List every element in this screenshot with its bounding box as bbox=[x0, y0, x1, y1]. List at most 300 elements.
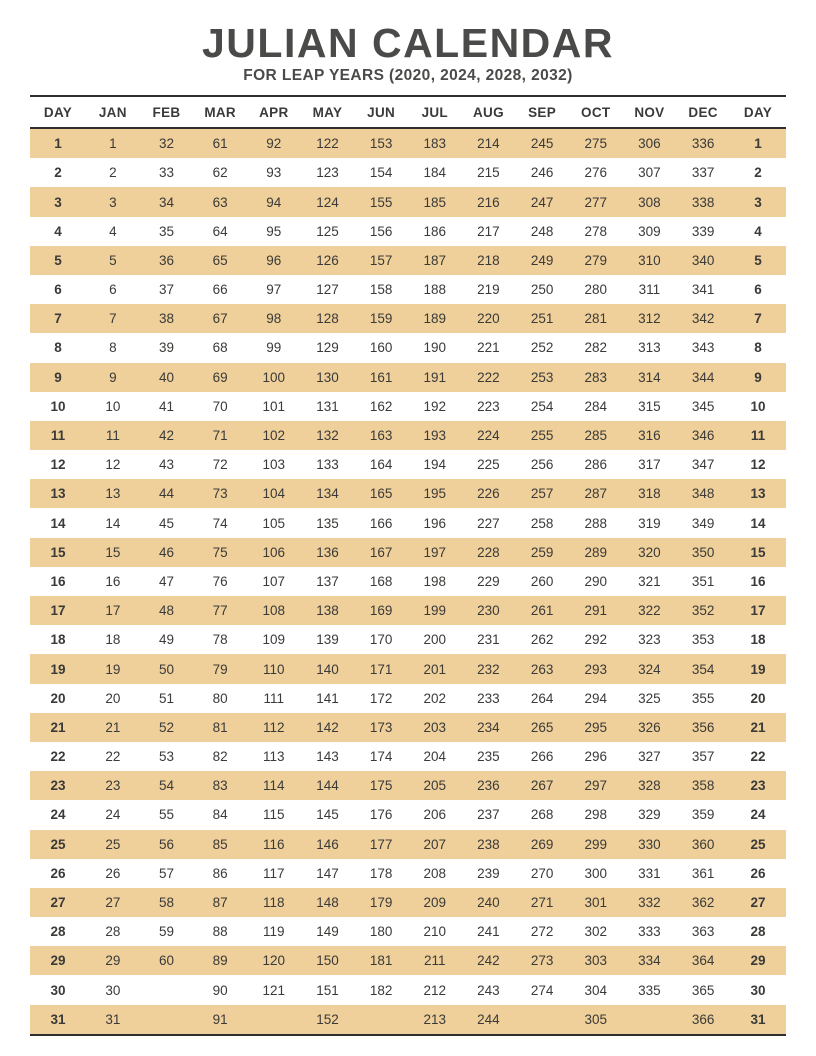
julian-day-cell: 168 bbox=[354, 567, 408, 596]
julian-day-cell: 351 bbox=[676, 567, 730, 596]
table-row bbox=[30, 975, 786, 1004]
julian-day-cell: 294 bbox=[569, 684, 623, 713]
julian-day-cell: 208 bbox=[408, 859, 462, 888]
julian-day-cell: 212 bbox=[408, 975, 462, 1004]
julian-day-cell: 62 bbox=[193, 158, 247, 187]
julian-day-cell: 271 bbox=[515, 888, 569, 917]
julian-day-cell: 100 bbox=[247, 363, 301, 392]
julian-day-cell: 181 bbox=[354, 946, 408, 975]
julian-day-cell: 80 bbox=[193, 684, 247, 713]
julian-day-cell: 93 bbox=[247, 158, 301, 187]
julian-day-cell: 111 bbox=[247, 684, 301, 713]
julian-day-cell: 70 bbox=[193, 392, 247, 421]
julian-day-cell: 171 bbox=[354, 654, 408, 683]
julian-day-cell: 81 bbox=[193, 713, 247, 742]
julian-day-cell: 132 bbox=[301, 421, 355, 450]
julian-day-cell: 72 bbox=[193, 450, 247, 479]
julian-day-cell: 9 bbox=[86, 363, 140, 392]
julian-day-cell: 199 bbox=[408, 596, 462, 625]
day-number-cell: 24 bbox=[730, 800, 786, 829]
day-number-cell: 26 bbox=[30, 859, 86, 888]
julian-day-cell: 244 bbox=[462, 1005, 516, 1034]
julian-day-cell: 187 bbox=[408, 246, 462, 275]
julian-day-cell: 75 bbox=[193, 538, 247, 567]
julian-day-cell: 119 bbox=[247, 917, 301, 946]
day-number-cell: 27 bbox=[30, 888, 86, 917]
julian-day-cell: 261 bbox=[515, 596, 569, 625]
day-number-cell: 18 bbox=[30, 625, 86, 654]
julian-day-cell: 214 bbox=[462, 128, 516, 158]
julian-day-cell: 202 bbox=[408, 684, 462, 713]
julian-day-cell: 125 bbox=[301, 217, 355, 246]
julian-day-cell: 274 bbox=[515, 975, 569, 1004]
day-number-cell: 19 bbox=[30, 654, 86, 683]
julian-day-cell: 363 bbox=[676, 917, 730, 946]
julian-day-cell: 246 bbox=[515, 158, 569, 187]
julian-day-cell: 134 bbox=[301, 479, 355, 508]
julian-day-cell: 238 bbox=[462, 830, 516, 859]
day-number-cell: 10 bbox=[730, 392, 786, 421]
julian-day-cell: 163 bbox=[354, 421, 408, 450]
table-row bbox=[30, 508, 786, 537]
julian-day-cell: 251 bbox=[515, 304, 569, 333]
julian-day-cell: 122 bbox=[301, 128, 355, 158]
julian-day-cell: 297 bbox=[569, 771, 623, 800]
table-header-row bbox=[30, 96, 786, 128]
julian-day-cell: 63 bbox=[193, 187, 247, 216]
julian-day-cell: 180 bbox=[354, 917, 408, 946]
column-header-apr: APR bbox=[247, 96, 301, 128]
day-number-cell: 18 bbox=[730, 625, 786, 654]
day-number-cell: 21 bbox=[30, 713, 86, 742]
julian-day-cell: 84 bbox=[193, 800, 247, 829]
julian-day-cell: 194 bbox=[408, 450, 462, 479]
julian-day-cell: 27 bbox=[86, 888, 140, 917]
julian-day-cell: 339 bbox=[676, 217, 730, 246]
julian-day-cell: 17 bbox=[86, 596, 140, 625]
julian-day-cell: 61 bbox=[193, 128, 247, 158]
julian-day-cell: 25 bbox=[86, 830, 140, 859]
column-header-aug: AUG bbox=[462, 96, 516, 128]
julian-day-cell: 304 bbox=[569, 975, 623, 1004]
julian-day-cell: 182 bbox=[354, 975, 408, 1004]
julian-day-cell: 57 bbox=[140, 859, 194, 888]
julian-day-cell: 155 bbox=[354, 187, 408, 216]
table-row bbox=[30, 859, 786, 888]
day-number-cell: 29 bbox=[30, 946, 86, 975]
julian-day-cell: 135 bbox=[301, 508, 355, 537]
julian-day-cell: 115 bbox=[247, 800, 301, 829]
julian-day-cell: 306 bbox=[623, 128, 677, 158]
table-row bbox=[30, 684, 786, 713]
table-row bbox=[30, 946, 786, 975]
julian-day-cell: 288 bbox=[569, 508, 623, 537]
julian-day-cell bbox=[140, 1005, 194, 1034]
julian-day-cell: 174 bbox=[354, 742, 408, 771]
julian-day-cell: 157 bbox=[354, 246, 408, 275]
julian-day-cell: 357 bbox=[676, 742, 730, 771]
day-number-cell: 8 bbox=[730, 333, 786, 362]
julian-day-cell: 129 bbox=[301, 333, 355, 362]
julian-day-cell: 221 bbox=[462, 333, 516, 362]
day-number-cell: 6 bbox=[30, 275, 86, 304]
julian-day-cell: 114 bbox=[247, 771, 301, 800]
julian-day-cell: 330 bbox=[623, 830, 677, 859]
julian-day-cell: 92 bbox=[247, 128, 301, 158]
julian-day-cell: 142 bbox=[301, 713, 355, 742]
julian-day-table bbox=[30, 95, 786, 1034]
julian-day-cell: 153 bbox=[354, 128, 408, 158]
table-row bbox=[30, 888, 786, 917]
julian-day-cell: 249 bbox=[515, 246, 569, 275]
julian-day-cell: 350 bbox=[676, 538, 730, 567]
julian-day-cell: 303 bbox=[569, 946, 623, 975]
julian-day-cell: 231 bbox=[462, 625, 516, 654]
day-number-cell: 7 bbox=[730, 304, 786, 333]
julian-day-cell: 154 bbox=[354, 158, 408, 187]
julian-day-cell: 278 bbox=[569, 217, 623, 246]
julian-day-cell: 38 bbox=[140, 304, 194, 333]
julian-day-cell: 50 bbox=[140, 654, 194, 683]
julian-day-cell: 201 bbox=[408, 654, 462, 683]
table-row bbox=[30, 742, 786, 771]
julian-day-cell: 45 bbox=[140, 508, 194, 537]
julian-day-cell: 230 bbox=[462, 596, 516, 625]
julian-day-cell: 77 bbox=[193, 596, 247, 625]
julian-day-cell: 97 bbox=[247, 275, 301, 304]
julian-day-cell: 16 bbox=[86, 567, 140, 596]
julian-day-cell: 83 bbox=[193, 771, 247, 800]
julian-day-cell: 133 bbox=[301, 450, 355, 479]
day-number-cell: 22 bbox=[30, 742, 86, 771]
julian-day-cell: 290 bbox=[569, 567, 623, 596]
julian-day-cell: 353 bbox=[676, 625, 730, 654]
table-row bbox=[30, 128, 786, 158]
julian-day-cell: 169 bbox=[354, 596, 408, 625]
day-number-cell: 4 bbox=[730, 217, 786, 246]
julian-day-cell: 90 bbox=[193, 975, 247, 1004]
day-number-cell: 8 bbox=[30, 333, 86, 362]
julian-day-cell: 280 bbox=[569, 275, 623, 304]
julian-day-cell: 309 bbox=[623, 217, 677, 246]
column-header-oct: OCT bbox=[569, 96, 623, 128]
julian-day-cell: 200 bbox=[408, 625, 462, 654]
julian-day-cell: 205 bbox=[408, 771, 462, 800]
julian-day-cell: 322 bbox=[623, 596, 677, 625]
julian-day-cell: 144 bbox=[301, 771, 355, 800]
julian-day-cell: 265 bbox=[515, 713, 569, 742]
julian-day-cell: 318 bbox=[623, 479, 677, 508]
julian-day-cell: 140 bbox=[301, 654, 355, 683]
julian-day-cell: 51 bbox=[140, 684, 194, 713]
julian-day-cell: 26 bbox=[86, 859, 140, 888]
julian-day-cell: 158 bbox=[354, 275, 408, 304]
table-row bbox=[30, 275, 786, 304]
julian-day-cell: 23 bbox=[86, 771, 140, 800]
table-row bbox=[30, 771, 786, 800]
julian-day-cell: 24 bbox=[86, 800, 140, 829]
julian-day-cell: 302 bbox=[569, 917, 623, 946]
julian-day-cell: 103 bbox=[247, 450, 301, 479]
julian-day-cell: 85 bbox=[193, 830, 247, 859]
julian-day-cell: 343 bbox=[676, 333, 730, 362]
julian-day-cell: 344 bbox=[676, 363, 730, 392]
julian-day-cell: 71 bbox=[193, 421, 247, 450]
julian-day-cell: 160 bbox=[354, 333, 408, 362]
day-number-cell: 7 bbox=[30, 304, 86, 333]
julian-day-cell: 166 bbox=[354, 508, 408, 537]
julian-day-cell: 222 bbox=[462, 363, 516, 392]
julian-day-cell: 333 bbox=[623, 917, 677, 946]
day-number-cell: 2 bbox=[30, 158, 86, 187]
julian-day-cell: 91 bbox=[193, 1005, 247, 1034]
julian-day-cell: 186 bbox=[408, 217, 462, 246]
day-number-cell: 31 bbox=[30, 1005, 86, 1034]
julian-day-cell: 131 bbox=[301, 392, 355, 421]
julian-day-cell: 258 bbox=[515, 508, 569, 537]
day-number-cell: 3 bbox=[30, 187, 86, 216]
julian-day-cell: 185 bbox=[408, 187, 462, 216]
julian-day-cell: 273 bbox=[515, 946, 569, 975]
julian-day-cell: 137 bbox=[301, 567, 355, 596]
julian-day-cell: 113 bbox=[247, 742, 301, 771]
day-number-cell: 14 bbox=[730, 508, 786, 537]
julian-day-cell: 149 bbox=[301, 917, 355, 946]
day-number-cell: 9 bbox=[30, 363, 86, 392]
julian-day-cell: 298 bbox=[569, 800, 623, 829]
julian-day-cell: 148 bbox=[301, 888, 355, 917]
julian-day-cell: 245 bbox=[515, 128, 569, 158]
julian-day-cell: 82 bbox=[193, 742, 247, 771]
julian-day-cell: 67 bbox=[193, 304, 247, 333]
day-number-cell: 30 bbox=[730, 975, 786, 1004]
julian-day-cell: 106 bbox=[247, 538, 301, 567]
julian-day-cell: 190 bbox=[408, 333, 462, 362]
page-subtitle: FOR LEAP YEARS (2020, 2024, 2028, 2032) bbox=[243, 67, 573, 85]
julian-day-cell: 11 bbox=[86, 421, 140, 450]
julian-day-cell: 286 bbox=[569, 450, 623, 479]
julian-day-cell: 203 bbox=[408, 713, 462, 742]
julian-day-cell: 209 bbox=[408, 888, 462, 917]
julian-day-cell: 173 bbox=[354, 713, 408, 742]
julian-day-cell: 60 bbox=[140, 946, 194, 975]
day-number-cell: 13 bbox=[30, 479, 86, 508]
julian-day-cell: 117 bbox=[247, 859, 301, 888]
julian-day-cell: 73 bbox=[193, 479, 247, 508]
julian-day-cell: 189 bbox=[408, 304, 462, 333]
julian-day-cell: 227 bbox=[462, 508, 516, 537]
julian-day-cell: 287 bbox=[569, 479, 623, 508]
table-bottom-rule bbox=[30, 1034, 786, 1036]
julian-day-cell: 94 bbox=[247, 187, 301, 216]
julian-day-cell: 255 bbox=[515, 421, 569, 450]
julian-day-cell: 347 bbox=[676, 450, 730, 479]
julian-day-cell: 121 bbox=[247, 975, 301, 1004]
julian-day-cell: 338 bbox=[676, 187, 730, 216]
julian-day-cell: 218 bbox=[462, 246, 516, 275]
julian-day-cell: 323 bbox=[623, 625, 677, 654]
julian-day-cell: 12 bbox=[86, 450, 140, 479]
julian-day-cell: 329 bbox=[623, 800, 677, 829]
julian-day-cell: 250 bbox=[515, 275, 569, 304]
julian-day-cell: 217 bbox=[462, 217, 516, 246]
julian-day-cell: 272 bbox=[515, 917, 569, 946]
julian-day-cell: 362 bbox=[676, 888, 730, 917]
julian-day-cell: 243 bbox=[462, 975, 516, 1004]
day-number-cell: 12 bbox=[730, 450, 786, 479]
julian-day-cell: 260 bbox=[515, 567, 569, 596]
julian-day-cell: 156 bbox=[354, 217, 408, 246]
day-number-cell: 22 bbox=[730, 742, 786, 771]
julian-day-cell: 167 bbox=[354, 538, 408, 567]
julian-day-cell: 226 bbox=[462, 479, 516, 508]
julian-day-cell: 204 bbox=[408, 742, 462, 771]
julian-day-cell: 366 bbox=[676, 1005, 730, 1034]
day-number-cell: 2 bbox=[730, 158, 786, 187]
column-header-day: DAY bbox=[730, 96, 786, 128]
day-number-cell: 29 bbox=[730, 946, 786, 975]
julian-day-cell: 223 bbox=[462, 392, 516, 421]
julian-day-cell: 198 bbox=[408, 567, 462, 596]
day-number-cell: 28 bbox=[730, 917, 786, 946]
julian-day-cell: 112 bbox=[247, 713, 301, 742]
julian-day-cell: 358 bbox=[676, 771, 730, 800]
julian-day-cell: 342 bbox=[676, 304, 730, 333]
julian-day-cell: 239 bbox=[462, 859, 516, 888]
julian-day-cell: 101 bbox=[247, 392, 301, 421]
column-header-sep: SEP bbox=[515, 96, 569, 128]
day-number-cell: 23 bbox=[30, 771, 86, 800]
julian-day-cell: 292 bbox=[569, 625, 623, 654]
julian-day-cell: 8 bbox=[86, 333, 140, 362]
julian-day-cell bbox=[140, 975, 194, 1004]
julian-day-cell: 52 bbox=[140, 713, 194, 742]
julian-day-cell: 228 bbox=[462, 538, 516, 567]
day-number-cell: 10 bbox=[30, 392, 86, 421]
julian-day-cell: 99 bbox=[247, 333, 301, 362]
julian-day-cell: 320 bbox=[623, 538, 677, 567]
table-row bbox=[30, 625, 786, 654]
julian-day-cell: 248 bbox=[515, 217, 569, 246]
julian-day-cell: 152 bbox=[301, 1005, 355, 1034]
julian-day-cell: 143 bbox=[301, 742, 355, 771]
julian-day-cell bbox=[515, 1005, 569, 1034]
table-row bbox=[30, 654, 786, 683]
julian-day-cell: 299 bbox=[569, 830, 623, 859]
julian-day-cell: 241 bbox=[462, 917, 516, 946]
julian-day-cell: 19 bbox=[86, 654, 140, 683]
julian-day-cell: 283 bbox=[569, 363, 623, 392]
julian-day-cell: 87 bbox=[193, 888, 247, 917]
julian-day-cell: 32 bbox=[140, 128, 194, 158]
day-number-cell: 25 bbox=[730, 830, 786, 859]
julian-day-cell: 263 bbox=[515, 654, 569, 683]
julian-day-cell: 319 bbox=[623, 508, 677, 537]
julian-day-cell: 267 bbox=[515, 771, 569, 800]
julian-day-cell: 310 bbox=[623, 246, 677, 275]
julian-day-cell: 150 bbox=[301, 946, 355, 975]
table-row bbox=[30, 304, 786, 333]
julian-day-cell: 88 bbox=[193, 917, 247, 946]
julian-day-cell: 95 bbox=[247, 217, 301, 246]
table-row bbox=[30, 187, 786, 216]
column-header-may: MAY bbox=[301, 96, 355, 128]
julian-day-cell: 328 bbox=[623, 771, 677, 800]
day-number-cell: 23 bbox=[730, 771, 786, 800]
julian-day-cell: 284 bbox=[569, 392, 623, 421]
table-row bbox=[30, 217, 786, 246]
julian-day-cell: 96 bbox=[247, 246, 301, 275]
julian-day-cell: 220 bbox=[462, 304, 516, 333]
julian-day-cell: 130 bbox=[301, 363, 355, 392]
column-header-nov: NOV bbox=[623, 96, 677, 128]
julian-day-cell: 264 bbox=[515, 684, 569, 713]
julian-day-cell: 213 bbox=[408, 1005, 462, 1034]
julian-day-cell: 257 bbox=[515, 479, 569, 508]
day-number-cell: 20 bbox=[30, 684, 86, 713]
julian-day-cell: 188 bbox=[408, 275, 462, 304]
julian-day-cell: 176 bbox=[354, 800, 408, 829]
day-number-cell: 5 bbox=[730, 246, 786, 275]
julian-day-cell: 53 bbox=[140, 742, 194, 771]
column-header-mar: MAR bbox=[193, 96, 247, 128]
julian-day-cell: 41 bbox=[140, 392, 194, 421]
day-number-cell: 14 bbox=[30, 508, 86, 537]
table-row bbox=[30, 392, 786, 421]
julian-day-cell: 360 bbox=[676, 830, 730, 859]
julian-day-cell: 177 bbox=[354, 830, 408, 859]
julian-day-cell: 301 bbox=[569, 888, 623, 917]
julian-day-cell: 225 bbox=[462, 450, 516, 479]
julian-day-cell: 22 bbox=[86, 742, 140, 771]
julian-day-cell: 236 bbox=[462, 771, 516, 800]
julian-day-cell: 102 bbox=[247, 421, 301, 450]
julian-day-cell: 74 bbox=[193, 508, 247, 537]
julian-day-cell: 29 bbox=[86, 946, 140, 975]
julian-day-cell: 116 bbox=[247, 830, 301, 859]
julian-day-cell bbox=[623, 1005, 677, 1034]
julian-day-cell: 356 bbox=[676, 713, 730, 742]
julian-day-cell: 107 bbox=[247, 567, 301, 596]
julian-day-cell: 242 bbox=[462, 946, 516, 975]
julian-day-cell: 305 bbox=[569, 1005, 623, 1034]
julian-day-cell: 18 bbox=[86, 625, 140, 654]
julian-day-cell: 331 bbox=[623, 859, 677, 888]
julian-day-cell: 109 bbox=[247, 625, 301, 654]
julian-day-cell: 193 bbox=[408, 421, 462, 450]
julian-day-cell: 308 bbox=[623, 187, 677, 216]
julian-day-cell: 224 bbox=[462, 421, 516, 450]
day-number-cell: 1 bbox=[730, 128, 786, 158]
julian-day-cell: 184 bbox=[408, 158, 462, 187]
julian-day-cell: 295 bbox=[569, 713, 623, 742]
day-number-cell: 11 bbox=[730, 421, 786, 450]
julian-day-cell: 206 bbox=[408, 800, 462, 829]
day-number-cell: 4 bbox=[30, 217, 86, 246]
day-number-cell: 25 bbox=[30, 830, 86, 859]
julian-day-cell: 108 bbox=[247, 596, 301, 625]
julian-day-cell: 232 bbox=[462, 654, 516, 683]
julian-day-cell: 254 bbox=[515, 392, 569, 421]
julian-day-cell: 282 bbox=[569, 333, 623, 362]
julian-day-cell: 321 bbox=[623, 567, 677, 596]
day-number-cell: 28 bbox=[30, 917, 86, 946]
julian-day-cell: 30 bbox=[86, 975, 140, 1004]
julian-day-cell: 276 bbox=[569, 158, 623, 187]
julian-day-cell: 146 bbox=[301, 830, 355, 859]
column-header-feb: FEB bbox=[140, 96, 194, 128]
julian-day-cell: 340 bbox=[676, 246, 730, 275]
